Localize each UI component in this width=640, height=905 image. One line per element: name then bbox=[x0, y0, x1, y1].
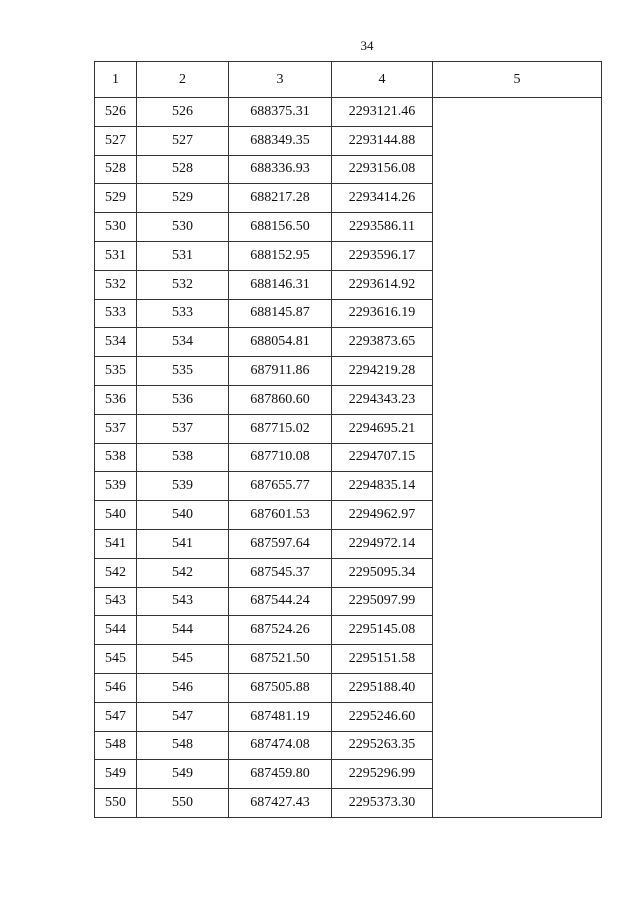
table-cell-col-3: 687544.24 bbox=[229, 587, 332, 616]
table-cell-col-2: 548 bbox=[137, 731, 229, 760]
table-cell-col-4: 2294219.28 bbox=[332, 357, 433, 386]
table-cell-col-2: 528 bbox=[137, 155, 229, 184]
table-cell-col-4: 2294962.97 bbox=[332, 501, 433, 530]
header-col-1: 1 bbox=[95, 62, 137, 98]
table-cell-col-2: 530 bbox=[137, 213, 229, 242]
table-cell-col-1: 544 bbox=[95, 616, 137, 645]
table-cell-col-1: 535 bbox=[95, 357, 137, 386]
table-cell-col-1: 531 bbox=[95, 241, 137, 270]
table-cell-col-3: 688156.50 bbox=[229, 213, 332, 242]
table-cell-col-1: 548 bbox=[95, 731, 137, 760]
table-cell-col-3: 687715.02 bbox=[229, 414, 332, 443]
table-cell-col-1: 541 bbox=[95, 529, 137, 558]
table-cell-col-3: 687524.26 bbox=[229, 616, 332, 645]
table-cell-col-3: 687521.50 bbox=[229, 645, 332, 674]
table-cell-col-5 bbox=[433, 98, 602, 818]
table-cell-col-3: 687601.53 bbox=[229, 501, 332, 530]
table-cell-col-1: 539 bbox=[95, 472, 137, 501]
table-cell-col-2: 526 bbox=[137, 98, 229, 127]
table-body bbox=[95, 98, 602, 818]
table-cell-col-4: 2295296.99 bbox=[332, 760, 433, 789]
header-col-2: 2 bbox=[137, 62, 229, 98]
table-cell-col-1: 550 bbox=[95, 789, 137, 818]
header-col-3: 3 bbox=[229, 62, 332, 98]
table-cell-col-2: 547 bbox=[137, 702, 229, 731]
table-cell-col-2: 536 bbox=[137, 385, 229, 414]
table-cell-col-2: 533 bbox=[137, 299, 229, 328]
table-cell-col-1: 540 bbox=[95, 501, 137, 530]
table-cell-col-3: 688054.81 bbox=[229, 328, 332, 357]
table-cell-col-2: 537 bbox=[137, 414, 229, 443]
table-cell-col-4: 2293596.17 bbox=[332, 241, 433, 270]
table-cell-col-1: 529 bbox=[95, 184, 137, 213]
table-cell-col-2: 549 bbox=[137, 760, 229, 789]
table-cell-col-2: 545 bbox=[137, 645, 229, 674]
page-number: 34 bbox=[360, 38, 374, 53]
table-cell-col-1: 526 bbox=[95, 98, 137, 127]
table-cell-col-4: 2293873.65 bbox=[332, 328, 433, 357]
header-row bbox=[95, 62, 602, 98]
table-cell-col-3: 688146.31 bbox=[229, 270, 332, 299]
table-cell-col-2: 539 bbox=[137, 472, 229, 501]
table-cell-col-2: 531 bbox=[137, 241, 229, 270]
table-cell-col-1: 533 bbox=[95, 299, 137, 328]
table-cell-col-3: 688336.93 bbox=[229, 155, 332, 184]
table-cell-col-1: 537 bbox=[95, 414, 137, 443]
table-cell-col-2: 542 bbox=[137, 558, 229, 587]
table-cell-col-3: 688152.95 bbox=[229, 241, 332, 270]
table-cell-col-3: 688217.28 bbox=[229, 184, 332, 213]
table-cell-col-2: 546 bbox=[137, 673, 229, 702]
table-cell-col-1: 536 bbox=[95, 385, 137, 414]
table-cell-col-2: 544 bbox=[137, 616, 229, 645]
table-cell-col-3: 687505.88 bbox=[229, 673, 332, 702]
table-cell-col-4: 2295188.40 bbox=[332, 673, 433, 702]
table-cell-col-1: 538 bbox=[95, 443, 137, 472]
table-cell-col-3: 688349.35 bbox=[229, 126, 332, 155]
table-cell-col-3: 687481.19 bbox=[229, 702, 332, 731]
table-cell-col-3: 687710.08 bbox=[229, 443, 332, 472]
table-cell-col-4: 2295373.30 bbox=[332, 789, 433, 818]
table-cell-col-1: 547 bbox=[95, 702, 137, 731]
table-cell-col-4: 2295095.34 bbox=[332, 558, 433, 587]
table-cell-col-4: 2294695.21 bbox=[332, 414, 433, 443]
table-cell-col-2: 532 bbox=[137, 270, 229, 299]
table-cell-col-4: 2294343.23 bbox=[332, 385, 433, 414]
table-cell-col-4: 2295145.08 bbox=[332, 616, 433, 645]
table-cell-col-1: 545 bbox=[95, 645, 137, 674]
table-cell-col-3: 688145.87 bbox=[229, 299, 332, 328]
table-cell-col-1: 532 bbox=[95, 270, 137, 299]
table-cell-col-3: 687459.80 bbox=[229, 760, 332, 789]
table-cell-col-4: 2293414.26 bbox=[332, 184, 433, 213]
table-cell-col-3: 687545.37 bbox=[229, 558, 332, 587]
table-cell-col-1: 528 bbox=[95, 155, 137, 184]
table-cell-col-3: 687860.60 bbox=[229, 385, 332, 414]
header-col-5: 5 bbox=[433, 62, 602, 98]
table-cell-col-2: 550 bbox=[137, 789, 229, 818]
table-cell-col-3: 687427.43 bbox=[229, 789, 332, 818]
table-cell-col-2: 538 bbox=[137, 443, 229, 472]
table-cell-col-4: 2295263.35 bbox=[332, 731, 433, 760]
coordinates-table bbox=[94, 61, 602, 818]
table-cell-col-4: 2293144.88 bbox=[332, 126, 433, 155]
table-cell-col-2: 535 bbox=[137, 357, 229, 386]
table-cell-col-3: 687655.77 bbox=[229, 472, 332, 501]
table-cell-col-1: 527 bbox=[95, 126, 137, 155]
table-cell-col-4: 2293614.92 bbox=[332, 270, 433, 299]
table-cell-col-2: 543 bbox=[137, 587, 229, 616]
table-cell-col-2: 540 bbox=[137, 501, 229, 530]
table-row bbox=[95, 98, 602, 127]
table-cell-col-1: 534 bbox=[95, 328, 137, 357]
table-cell-col-1: 542 bbox=[95, 558, 137, 587]
table-cell-col-2: 541 bbox=[137, 529, 229, 558]
table-cell-col-1: 530 bbox=[95, 213, 137, 242]
table-cell-col-3: 688375.31 bbox=[229, 98, 332, 127]
table-cell-col-3: 687911.86 bbox=[229, 357, 332, 386]
table-cell-col-4: 2294972.14 bbox=[332, 529, 433, 558]
table-cell-col-2: 534 bbox=[137, 328, 229, 357]
table-cell-col-1: 546 bbox=[95, 673, 137, 702]
table-cell-col-4: 2293156.08 bbox=[332, 155, 433, 184]
table-cell-col-2: 529 bbox=[137, 184, 229, 213]
table-cell-col-4: 2295097.99 bbox=[332, 587, 433, 616]
table-cell-col-4: 2293586.11 bbox=[332, 213, 433, 242]
table-cell-col-2: 527 bbox=[137, 126, 229, 155]
table-cell-col-4: 2295151.58 bbox=[332, 645, 433, 674]
table-cell-col-4: 2294835.14 bbox=[332, 472, 433, 501]
table-cell-col-4: 2293616.19 bbox=[332, 299, 433, 328]
table-cell-col-1: 549 bbox=[95, 760, 137, 789]
table-cell-col-3: 687597.64 bbox=[229, 529, 332, 558]
header-col-4: 4 bbox=[332, 62, 433, 98]
table-cell-col-4: 2295246.60 bbox=[332, 702, 433, 731]
table-cell-col-4: 2293121.46 bbox=[332, 98, 433, 127]
table-cell-col-1: 543 bbox=[95, 587, 137, 616]
table-cell-col-3: 687474.08 bbox=[229, 731, 332, 760]
table-cell-col-4: 2294707.15 bbox=[332, 443, 433, 472]
table-header bbox=[95, 62, 602, 98]
